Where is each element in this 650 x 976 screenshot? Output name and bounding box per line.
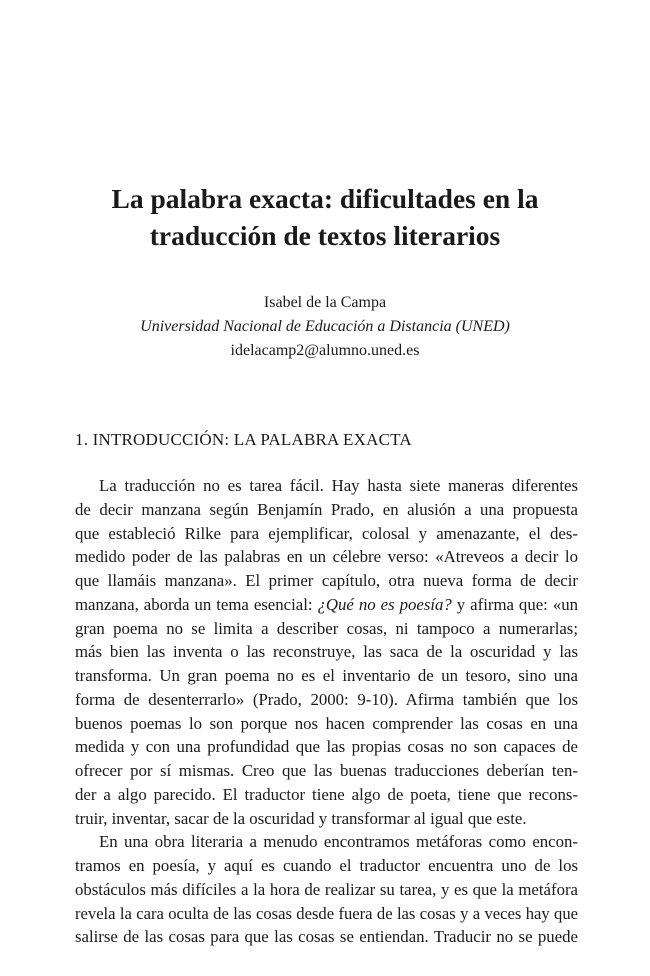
body-line: más bien las inventa o las reconstruye, las saca de la oscuridad y las bbox=[75, 642, 578, 662]
body-line: gran poema no se limita a describer cosas, ni tampoco a numerarlas; bbox=[75, 618, 578, 638]
body-line: medida y con una profundidad que las propias cosas no son capaces de bbox=[75, 737, 578, 757]
body-line: forma de desenterrarlo» (Prado, 2000: 9-10). Afirma también que los bbox=[75, 689, 578, 709]
body-line: tramos en poesía, y aquí es cuando el traductor encuentra uno de los bbox=[75, 856, 578, 875]
body-line: obstáculos más difíciles a la hora de realizar su tarea, y es que la metáfora bbox=[75, 879, 578, 899]
body-line-part: y afirma que: «un bbox=[451, 594, 578, 614]
body-line: der a algo parecido. El traductor tiene algo de poeta, tiene que recons- bbox=[75, 784, 578, 804]
section-heading: 1. INTRODUCCIÓN: LA PALABRA EXACTA bbox=[75, 430, 412, 449]
paper-title bbox=[0, 180, 650, 254]
body-line bbox=[75, 593, 578, 617]
author-name: Isabel de la Campa bbox=[263, 294, 387, 311]
body-line: revela la cara oculta de las cosas desde fuera de las cosas y a veces hay que bbox=[75, 903, 578, 923]
body-line-part: manzana, aborda un tema esencial: bbox=[75, 594, 318, 614]
body-line: de decir manzana según Benjamín Prado, en alusión a una propuesta bbox=[75, 499, 578, 519]
author-block bbox=[0, 291, 650, 363]
body-line: que llamáis manzana». El primer capítulo, otra nueva forma de decir bbox=[75, 571, 578, 590]
body-line: La traducción no es tarea fácil. Hay hasta siete maneras diferentes bbox=[99, 476, 578, 495]
body-line: que estableció Rilke para ejemplificar, colosal y amenazante, el des- bbox=[75, 523, 578, 543]
body-line: salirse de las cosas para que las cosas se entiendan. Traducir no se puede bbox=[75, 927, 578, 947]
paper-title-line-2: traducción de textos literarios bbox=[149, 220, 501, 251]
body-line: buenos poemas lo son porque nos hacen comprender las cosas en una bbox=[75, 713, 578, 733]
body-line: transforma. Un gran poema no es el inventario de un tesoro, sino una bbox=[75, 666, 578, 685]
body-line: truir, inventar, sacar de la oscuridad y transformar al igual que este. bbox=[75, 808, 527, 828]
body-line: medido poder de las palabras en un célebre verso: «Atreveos a decir lo bbox=[75, 547, 578, 567]
author-affiliation: Universidad Nacional de Educación a Distancia (UNED) bbox=[140, 318, 510, 335]
author-email: idelacamp2@alumno.uned.es bbox=[230, 342, 420, 359]
italic-quote-title: ¿Qué no es poesía? bbox=[317, 594, 452, 614]
paper-title-line-1: La palabra exacta: dificultades en la bbox=[111, 183, 539, 214]
body-line: En una obra literaria a menudo encontramos metáforas como encon- bbox=[99, 832, 578, 852]
body-text bbox=[75, 474, 578, 949]
body-line: ofrecer por sí mismas. Creo que las buenas traducciones deberían ten- bbox=[75, 761, 578, 780]
